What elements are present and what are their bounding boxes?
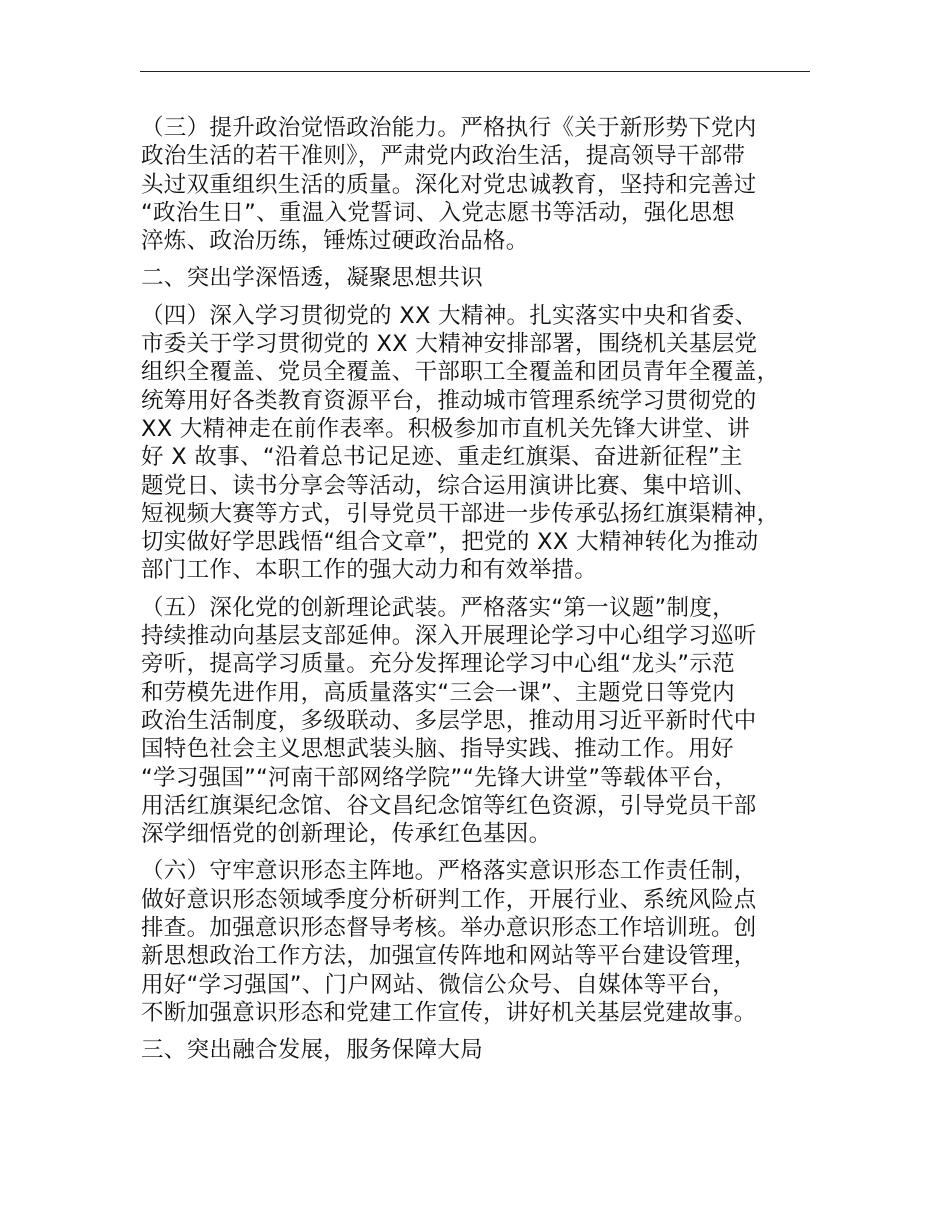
- text-line: 政治生活的若干准则》，严肃党内政治生活，提高领导干部带: [141, 143, 746, 170]
- text-line: XX 大精神走在前作表率。积极参加市直机关先锋大讲堂、讲: [141, 415, 750, 442]
- text-line: 部门工作、本职工作的强大动力和有效举措。: [141, 557, 598, 584]
- text-line: （四）深入学习贯彻党的 XX 大精神。扎实落实中央和省委、: [141, 302, 758, 329]
- paragraph-item-3: [141, 114, 841, 255]
- text-line: 用活红旗渠纪念馆、谷文昌纪念馆等红色资源，引导党员干部: [141, 792, 757, 819]
- text-line: 新思想政治工作方法，加强宣传阵地和网站等平台建设管理，: [141, 943, 757, 970]
- text-line: 市委关于学习贯彻党的 XX 大精神安排部署，围绕机关基层党: [141, 331, 758, 358]
- text-line: 好 X 故事、“沿着总书记足迹、重走红旗渠、奋进新征程”主: [141, 444, 743, 471]
- text-line: （五）深化党的创新理论武装。严格落实“第一议题”制度，: [141, 594, 735, 621]
- text-line: 不断加强意识形态和党建工作宣传，讲好机关基层党建故事。: [141, 999, 757, 1026]
- text-line: 排查。加强意识形态督导考核。举办意识形态工作培训班。创: [141, 915, 757, 942]
- text-line: 用好“学习强国”、门户网站、微信公众号、自媒体等平台，: [141, 971, 735, 998]
- section-heading-2: [141, 264, 841, 292]
- paragraph-item-4: [141, 302, 841, 585]
- document-body: [141, 114, 841, 1065]
- section-heading-3: [141, 1036, 841, 1064]
- text-line: 组织全覆盖、党员全覆盖、干部职工全覆盖和团员青年全覆盖，: [141, 359, 780, 386]
- text-line: 政治生活制度，多级联动、多层学思，推动用习近平新时代中: [141, 707, 757, 734]
- paragraph-item-5: [141, 594, 841, 849]
- text-line: 短视频大赛等方式，引导党员干部进一步传承弘扬红旗渠精神，: [141, 500, 780, 527]
- text-line: 题党日、读书分享会等活动，综合运用演讲比赛、集中培训、: [141, 472, 757, 499]
- text-line: （六）守牢意识形态主阵地。严格落实意识形态工作责任制，: [141, 858, 757, 885]
- text-line: 国特色社会主义思想武装头脑、指导实践、推动工作。用好: [141, 736, 734, 763]
- text-line: “学习强国”“河南干部网络学院”“先锋大讲堂”等载体平台，: [141, 764, 738, 791]
- text-line: 和劳模先进作用，高质量落实“三会一课”、主题党日等党内: [141, 679, 735, 706]
- text-line: 切实做好学思践悟“组合文章”，把党的 XX 大精神转化为推动: [141, 529, 759, 556]
- paragraph-item-6: [141, 857, 841, 1027]
- text-line: 头过双重组织生活的质量。深化对党忠诚教育，坚持和完善过: [141, 171, 757, 198]
- text-line: 做好意识形态领域季度分析研判工作，开展行业、系统风险点: [141, 886, 757, 913]
- heading-line: 三、突出融合发展，服务保障大局: [141, 1037, 484, 1064]
- header-rule: [140, 71, 810, 72]
- text-line: （三）提升政治觉悟政治能力。严格执行《关于新形势下党内: [141, 115, 757, 141]
- text-line: 持续推动向基层支部延伸。深入开展理论学习中心组学习巡听: [141, 623, 757, 650]
- text-line: 深学细悟党的创新理论，传承红色基因。: [141, 821, 552, 848]
- text-line: “政治生日”、重温入党誓词、入党志愿书等活动，强化思想: [141, 199, 735, 226]
- text-line: 淬炼、政治历练，锤炼过硬政治品格。: [141, 228, 529, 255]
- text-line: 旁听，提高学习质量。充分发挥理论学习中心组“龙头”示范: [141, 651, 735, 678]
- text-line: 统筹用好各类教育资源平台，推动城市管理系统学习贯彻党的: [141, 387, 757, 414]
- heading-line: 二、突出学深悟透，凝聚思想共识: [141, 265, 484, 292]
